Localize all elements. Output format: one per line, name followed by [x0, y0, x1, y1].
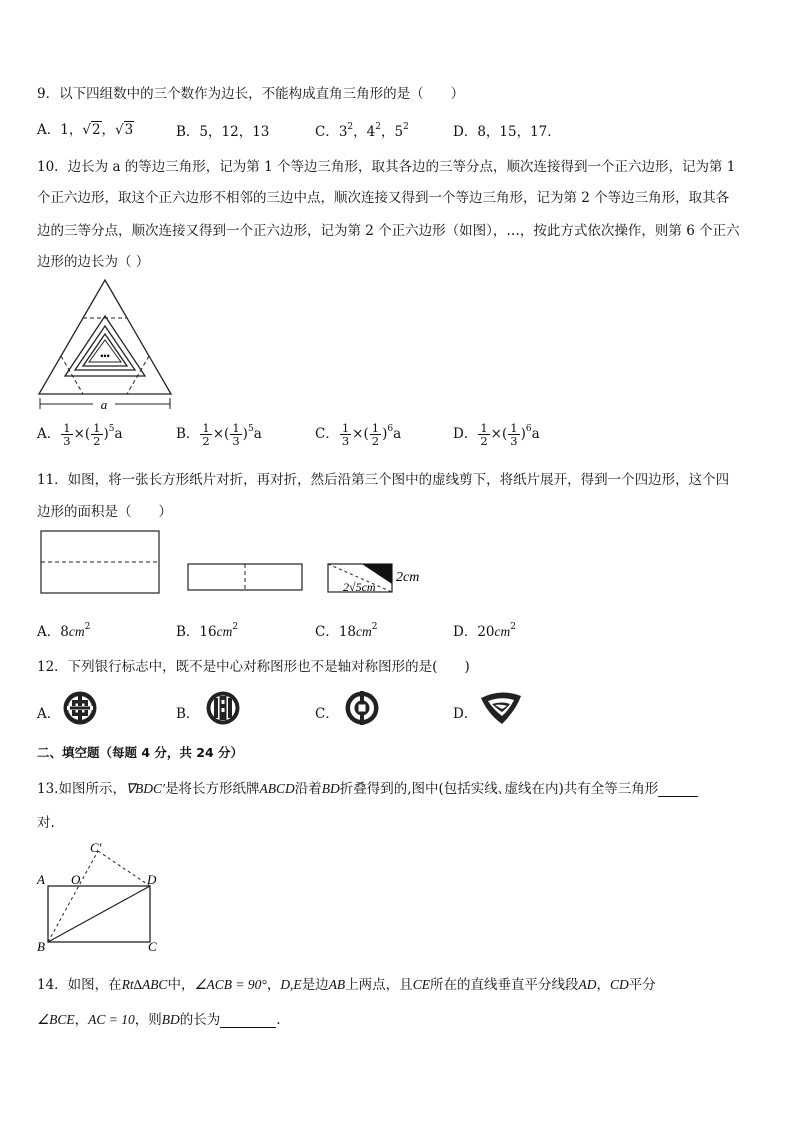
- q13-rectangle-fold-figure: [35, 840, 165, 955]
- q11-figure-label-height: 2cm: [396, 570, 420, 585]
- q12-stem: 12．下列银行标志中，既不是中心对称图形也不是轴对称图形的是( ): [37, 659, 470, 675]
- q13-label-o: O: [71, 872, 81, 887]
- q13-answer-blank[interactable]: [658, 780, 698, 797]
- q14-answer-blank[interactable]: [220, 1011, 276, 1028]
- q13-label-c: C: [148, 939, 157, 954]
- q11-line1: 11．如图，将一张长方形纸片对折，再对折，然后沿第三个图中的虚线剪下，将纸片展开，得到一个四边形，这个四: [37, 472, 730, 488]
- q11-option-c[interactable]: C．$18cm^2$: [315, 622, 378, 640]
- q12-bank-logo-a-icon[interactable]: [62, 690, 98, 726]
- q10-figure-dots: •••: [100, 351, 110, 361]
- q13-label-a: A: [37, 872, 45, 887]
- q14-line1: 14．如图，在Rt∆ABC中，∠ACB = 90°，D,E是边AB上两点，且CE所在的直线垂直平分线段AD，CD平分: [37, 977, 656, 993]
- q12-bank-logo-c-icon[interactable]: [344, 690, 380, 726]
- q11-option-b[interactable]: B．$16cm^2$: [176, 622, 239, 640]
- q11-option-a[interactable]: A．$8cm^2$: [37, 622, 91, 640]
- q9-option-d[interactable]: D．8，15，17.: [453, 124, 552, 140]
- q13-label-d: D: [147, 872, 157, 887]
- q12-option-b-label[interactable]: B．: [176, 706, 200, 722]
- section-2-title: 二、填空题（每题 4 分，共 24 分）: [37, 745, 244, 760]
- q12-option-d-label[interactable]: D．: [453, 706, 478, 722]
- q13-label-b: B: [37, 939, 45, 954]
- q9-option-c[interactable]: C．$3^2$，$4^2$，$5^2$: [315, 122, 409, 140]
- q12-bank-logo-b-icon[interactable]: [205, 690, 241, 726]
- q13-line2: 对.: [37, 815, 55, 831]
- q10-option-d[interactable]: D． $\frac{1}{2}$ ×( $\frac{1}{3}$ )$^6$a: [453, 421, 540, 448]
- q10-option-a[interactable]: A． $\frac{1}{3}$ ×( $\frac{1}{2}$ )$^5$a: [37, 421, 123, 448]
- q10-line4: 边形的边长为（ ）: [37, 254, 150, 270]
- q11-line2: 边形的面积是（ ）: [37, 504, 172, 520]
- q12-option-c-label[interactable]: C．: [315, 706, 339, 722]
- q12-option-a-label[interactable]: A．: [37, 706, 61, 722]
- q10-option-b[interactable]: B． $\frac{1}{2}$ ×( $\frac{1}{3}$ )$^5$a: [176, 421, 262, 448]
- q11-folding-figure: [40, 530, 435, 600]
- q13-label-c-prime: C′: [90, 840, 102, 855]
- q12-bank-logo-d-icon[interactable]: [478, 688, 524, 728]
- q9-option-a[interactable]: A．1，√2，√3: [37, 122, 134, 138]
- q11-figure-label-width: 2√5cm: [343, 580, 376, 594]
- q10-option-c[interactable]: C． $\frac{1}{3}$ ×( $\frac{1}{2}$ )$^6$a: [315, 421, 402, 448]
- q11-option-d[interactable]: D．$20cm^2$: [453, 622, 516, 640]
- q10-figure-dim-a: a: [100, 397, 108, 412]
- q10-line3: 边的三等分点，顺次连接又得到一个正六边形，记为第 2 个正六边形（如图），…，按此方式依次操作，则第 6 个正六: [37, 223, 740, 239]
- q13-line1: 13.如图所示，∇BDC′是将长方形纸牌ABCD沿着BD折叠得到的,图中(包括实线､虚线在内)共有全等三角形: [37, 777, 698, 797]
- q14-line2: ∠BCE，AC = 10，则BD的长为 .: [37, 1012, 281, 1028]
- q10-nested-triangles-figure: [35, 278, 180, 413]
- q10-line2: 个正六边形，取这个正六边形不相邻的三边中点，顺次连接又得到一个等边三角形，记为第 2 个等边三角形，取其各: [37, 190, 730, 206]
- q10-line1: 10．边长为 a 的等边三角形，记为第 1 个等边三角形，取其各边的三等分点，顺次连接得到一个正六边形，记为第 1: [37, 159, 736, 175]
- q9-option-b[interactable]: B．5，12，13: [176, 124, 270, 140]
- q9-stem: 9．以下四组数中的三个数作为边长，不能构成直角三角形的是（ ）: [37, 86, 465, 102]
